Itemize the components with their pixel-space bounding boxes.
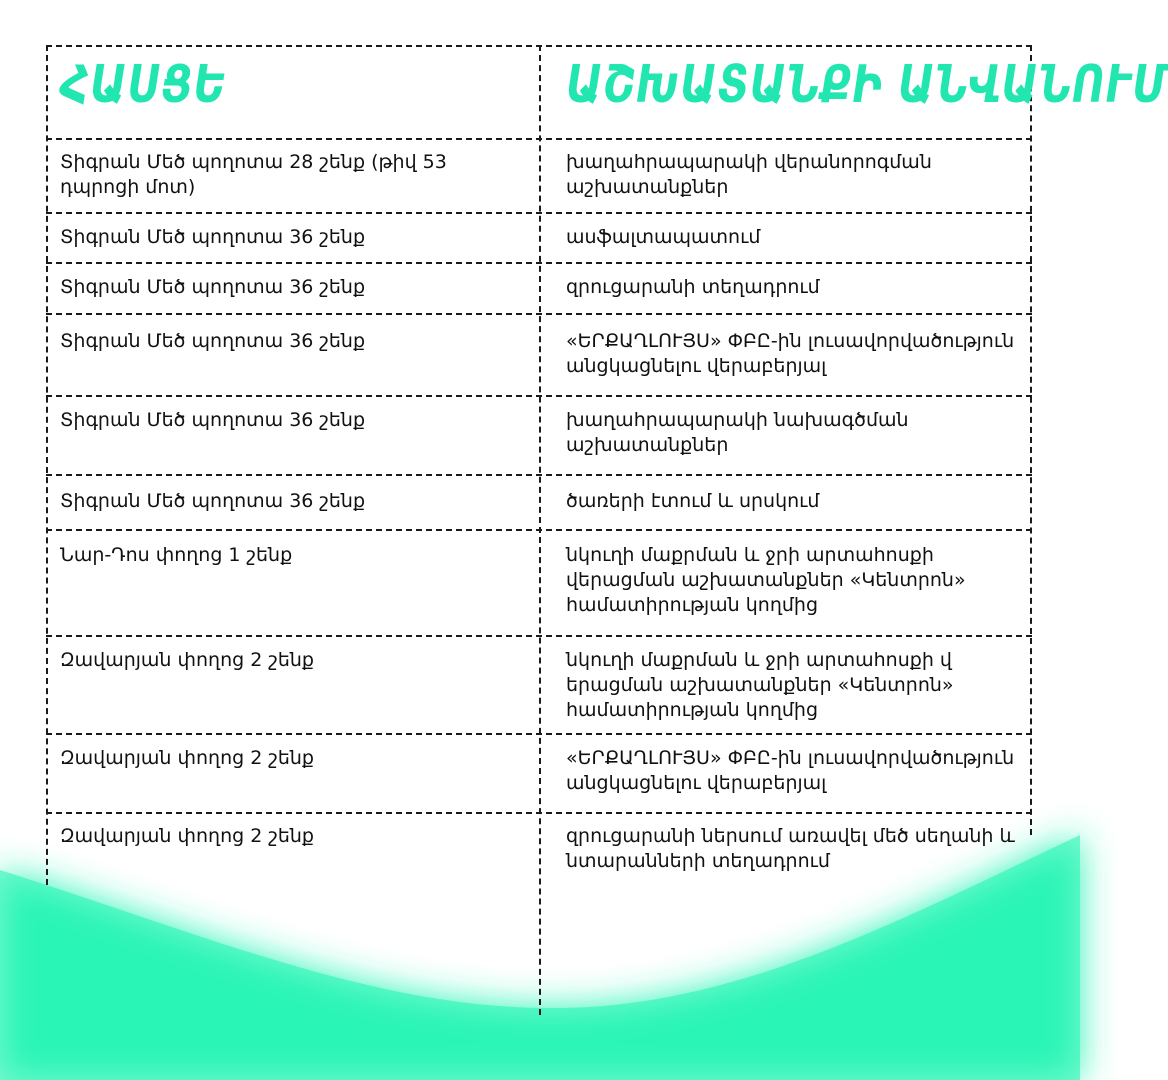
- row-6-address: Տիգրան Մեծ պողոտա 36 շենք: [60, 490, 366, 512]
- row-divider: [46, 262, 1032, 264]
- row-9-work: «ԵՐՔԱՂԼՈՒՅՍ» ՓԲԸ-ին լուսավորվածություն անցկացնելու վերաբերյալ: [566, 747, 1015, 794]
- row-5-work: խաղահրապարակի նախագծման աշխատանքներ: [566, 409, 909, 456]
- row-divider: [46, 138, 1032, 140]
- row-4-work: «ԵՐՔԱՂԼՈՒՅՍ» ՓԲԸ-ին լուսավորվածություն անցկացնելու վերաբերյալ: [566, 330, 1015, 377]
- row-7-work: նկուղի մաքրման և ջրի արտահոսքի վերացման աշխատանքներ «Կենտրոն» համատիրության կողմից: [566, 544, 966, 616]
- row-7-address: Նար-Դոս փողոց 1 շենք: [60, 544, 293, 566]
- row-divider: [46, 733, 1032, 735]
- row-5-address: Տիգրան Մեծ պողոտա 36 շենք: [60, 409, 366, 431]
- row-divider: [46, 812, 1032, 814]
- row-divider: [46, 474, 1032, 476]
- table-border-left: [46, 45, 48, 885]
- header-address: ՀԱՍՑԵ: [60, 55, 228, 115]
- row-10-work: զրուցարանի ներսում առավել մեծ սեղանի և նտարանների տեղադրում: [566, 825, 1015, 872]
- row-2-address: Տիգրան Մեծ պողոտա 36 շենք: [60, 226, 366, 248]
- row-divider: [46, 313, 1032, 315]
- row-4-address: Տիգրան Մեծ պողոտա 36 շենք: [60, 330, 366, 352]
- row-divider: [46, 529, 1032, 531]
- row-8-work: նկուղի մաքրման և ջրի արտահոսքի վ երացման աշխատանքներ «Կենտրոն» համատիրության կողմից: [566, 649, 954, 721]
- row-3-address: Տիգրան Մեծ պողոտա 36 շենք: [60, 276, 366, 298]
- row-6-work: ծառերի էտում և սրսկում: [566, 490, 820, 512]
- row-1-address: Տիգրան Մեծ պողոտա 28 շենք (թիվ 53 դպրոցի մոտ): [60, 151, 447, 198]
- row-1-work: խաղահրապարակի վերանորոգման աշխատանքներ: [566, 151, 932, 198]
- row-2-work: ասֆալտապատում: [566, 226, 761, 248]
- row-9-address: Զավարյան փողոց 2 շենք: [60, 747, 314, 769]
- row-10-address: Զավարյան փողոց 2 շենք: [60, 825, 314, 847]
- address-work-table: [46, 45, 1168, 1015]
- row-divider: [46, 395, 1032, 397]
- row-3-work: զրուցարանի տեղադրում: [566, 276, 820, 298]
- row-divider: [46, 212, 1032, 214]
- row-divider: [46, 635, 1032, 637]
- table-border-right: [1030, 45, 1032, 835]
- row-8-address: Զավարյան փողոց 2 շենք: [60, 649, 314, 671]
- header-work: ԱՇԽԱՏԱՆՔԻ ԱՆՎԱՆՈՒՄ: [566, 55, 1168, 115]
